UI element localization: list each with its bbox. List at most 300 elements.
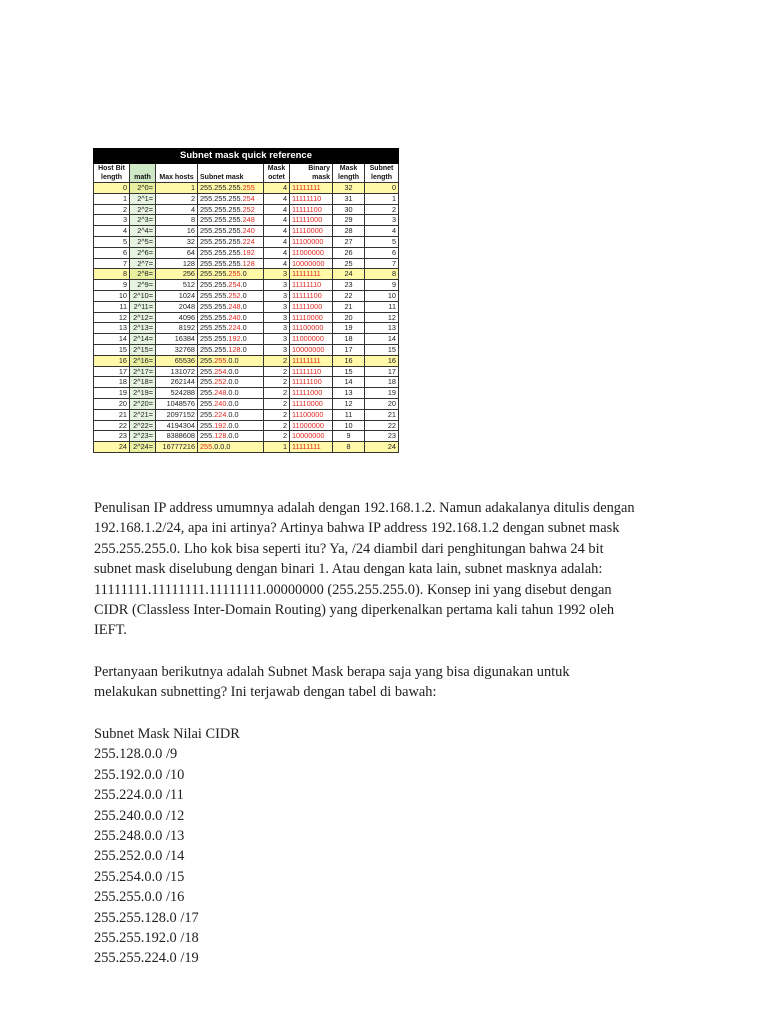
cell-subnet-length: 14	[365, 334, 399, 345]
header-host-bit: Host Bit length	[94, 164, 130, 183]
cell-mask-length: 13	[333, 388, 365, 399]
table-row	[94, 204, 399, 215]
cell-mask-length: 32	[333, 183, 365, 194]
header-mask-length: Mask length	[333, 164, 365, 183]
cell-subnet-mask	[198, 269, 264, 280]
header-subnet-mask: Subnet mask	[198, 164, 264, 183]
cell-subnet-length: 13	[365, 323, 399, 334]
paragraph-line: Penulisan IP address umumnya adalah dengan 192.168.1.2. Namun adakalanya ditulis dengan	[94, 500, 635, 516]
cell-max-hosts: 8192	[156, 323, 198, 334]
cell-binary-mask: 11000000	[290, 247, 333, 258]
cell-max-hosts: 32768	[156, 344, 198, 355]
cell-binary-mask: 11111100	[290, 377, 333, 388]
cell-host-bit: 8	[94, 269, 130, 280]
cell-math: 2^12=	[130, 312, 156, 323]
subnet-mask-part: .0.0	[226, 409, 239, 419]
subnet-mask-part: 240	[228, 312, 241, 322]
table-row	[94, 398, 399, 409]
cell-mask-length: 8	[333, 442, 365, 453]
cell-subnet-length: 11	[365, 301, 399, 312]
cell-subnet-length: 17	[365, 366, 399, 377]
table-row	[94, 226, 399, 237]
cell-mask-octet: 2	[264, 431, 290, 442]
subnet-mask-part: 252	[214, 377, 227, 387]
table-row	[94, 247, 399, 258]
cell-binary-mask: 11000000	[290, 334, 333, 345]
cell-subnet-length: 9	[365, 280, 399, 291]
cell-mask-octet: 3	[264, 301, 290, 312]
subnet-mask-part: .0	[240, 334, 247, 344]
cell-mask-length: 30	[333, 204, 365, 215]
cidr-list-item: 255.192.0.0 /10	[94, 766, 185, 783]
cell-mask-length: 31	[333, 193, 365, 204]
cell-mask-octet: 3	[264, 323, 290, 334]
cell-max-hosts: 4	[156, 204, 198, 215]
cell-mask-octet: 3	[264, 290, 290, 301]
subnet-mask-part: 255.255.	[200, 323, 229, 333]
cell-subnet-length: 0	[365, 183, 399, 194]
cell-mask-length: 23	[333, 280, 365, 291]
cell-subnet-length: 8	[365, 269, 399, 280]
cidr-list-item: 255.252.0.0 /14	[94, 848, 185, 865]
cell-math: 2^9=	[130, 280, 156, 291]
cell-subnet-length: 5	[365, 236, 399, 247]
subnet-mask-part: .0	[240, 290, 247, 300]
cell-mask-length: 17	[333, 344, 365, 355]
cell-binary-mask: 11110000	[290, 312, 333, 323]
cell-subnet-length: 12	[365, 312, 399, 323]
cell-host-bit: 6	[94, 247, 130, 258]
cell-subnet-mask	[198, 420, 264, 431]
cell-max-hosts: 4096	[156, 312, 198, 323]
subnet-mask-part: 248	[242, 215, 255, 225]
subnet-mask-part: 255.255.255.	[200, 236, 243, 246]
table-row	[94, 366, 399, 377]
cell-mask-length: 14	[333, 377, 365, 388]
cell-host-bit: 18	[94, 377, 130, 388]
cell-binary-mask: 11110000	[290, 226, 333, 237]
cell-subnet-mask	[198, 204, 264, 215]
cell-max-hosts: 512	[156, 280, 198, 291]
table-row	[94, 215, 399, 226]
table-row	[94, 290, 399, 301]
cell-mask-octet: 3	[264, 344, 290, 355]
cell-host-bit: 0	[94, 183, 130, 194]
cell-subnet-length: 6	[365, 247, 399, 258]
cell-math: 2^11=	[130, 301, 156, 312]
cell-mask-octet: 2	[264, 388, 290, 399]
subnet-mask-part: .0.0	[226, 366, 239, 376]
cell-subnet-length: 23	[365, 431, 399, 442]
table-row	[94, 183, 399, 194]
table-row	[94, 258, 399, 269]
subnet-mask-part: 255.	[200, 431, 215, 441]
cell-subnet-mask	[198, 334, 264, 345]
table-row	[94, 236, 399, 247]
table-row	[94, 409, 399, 420]
cell-host-bit: 13	[94, 323, 130, 334]
cell-mask-octet: 2	[264, 420, 290, 431]
table-row	[94, 334, 399, 345]
subnet-mask-part: .0.0	[226, 355, 239, 365]
paragraph-line: 11111111.11111111.11111111.00000000 (255.255.255.0). Konsep ini yang disebut dengan	[94, 581, 612, 598]
cell-max-hosts: 65536	[156, 355, 198, 366]
cell-math: 2^5=	[130, 236, 156, 247]
cell-max-hosts: 64	[156, 247, 198, 258]
cell-math: 2^10=	[130, 290, 156, 301]
subnet-mask-part: 255.	[200, 409, 215, 419]
cell-max-hosts: 2097152	[156, 409, 198, 420]
cell-subnet-length: 15	[365, 344, 399, 355]
table-row	[94, 355, 399, 366]
cell-subnet-mask	[198, 280, 264, 291]
cell-subnet-mask	[198, 226, 264, 237]
cell-binary-mask: 11111111	[290, 355, 333, 366]
cell-subnet-mask	[198, 236, 264, 247]
cell-subnet-mask	[198, 442, 264, 453]
subnet-mask-part: 255	[200, 442, 213, 452]
subnet-mask-part: .0.0	[226, 431, 239, 441]
paragraph-question	[94, 662, 694, 703]
header-math: math	[130, 164, 156, 183]
table-row	[94, 442, 399, 453]
cell-max-hosts: 262144	[156, 377, 198, 388]
header-subnet-length: Subnet length	[365, 164, 399, 183]
subnet-mask-part: .0.0	[226, 377, 239, 387]
subnet-mask-part: .0.0	[226, 420, 239, 430]
cell-binary-mask: 11111110	[290, 280, 333, 291]
cell-mask-length: 27	[333, 236, 365, 247]
subnet-mask-part: 255.255.255.	[200, 215, 243, 225]
cell-binary-mask: 11111100	[290, 204, 333, 215]
cell-host-bit: 7	[94, 258, 130, 269]
subnet-mask-part: 254	[214, 366, 227, 376]
cidr-list-item: 255.248.0.0 /13	[94, 828, 185, 845]
subnet-mask-part: 128	[228, 344, 241, 354]
cell-mask-length: 18	[333, 334, 365, 345]
subnet-mask-part: 255	[242, 183, 255, 192]
cidr-list-item: 255.128.0.0 /9	[94, 746, 178, 763]
cidr-list-item: 255.255.224.0 /19	[94, 950, 199, 967]
cell-mask-length: 9	[333, 431, 365, 442]
cell-subnet-mask	[198, 215, 264, 226]
cidr-list-item: 255.240.0.0 /12	[94, 807, 185, 824]
subnet-mask-part: 255.255.255.	[200, 258, 243, 268]
table-row	[94, 301, 399, 312]
cidr-list-item: 255.255.128.0 /17	[94, 909, 199, 926]
table-body	[94, 183, 399, 453]
cell-host-bit: 19	[94, 388, 130, 399]
subnet-mask-part: .0	[240, 269, 247, 279]
cell-max-hosts: 16777216	[156, 442, 198, 453]
cell-math: 2^21=	[130, 409, 156, 420]
cidr-list	[94, 724, 694, 969]
subnet-mask-part: .0	[240, 280, 247, 290]
cell-mask-octet: 2	[264, 409, 290, 420]
cell-max-hosts: 131072	[156, 366, 198, 377]
subnet-mask-part: 255	[214, 355, 227, 365]
cell-host-bit: 16	[94, 355, 130, 366]
subnet-mask-part: 255.255.	[200, 344, 229, 354]
cell-subnet-mask	[198, 258, 264, 269]
cell-math: 2^22=	[130, 420, 156, 431]
cell-max-hosts: 16	[156, 226, 198, 237]
cell-mask-length: 25	[333, 258, 365, 269]
subnet-mask-part: 192	[228, 334, 241, 344]
cell-host-bit: 2	[94, 204, 130, 215]
cell-max-hosts: 524288	[156, 388, 198, 399]
subnet-mask-part: 254	[242, 193, 255, 203]
subnet-mask-part: .0	[240, 323, 247, 333]
cell-max-hosts: 256	[156, 269, 198, 280]
cell-host-bit: 3	[94, 215, 130, 226]
cell-host-bit: 15	[94, 344, 130, 355]
cell-binary-mask: 11100000	[290, 323, 333, 334]
cell-mask-length: 22	[333, 290, 365, 301]
subnet-mask-part: 255.255.	[200, 290, 229, 300]
subnet-mask-part: 255.255.255.	[200, 183, 243, 192]
cell-max-hosts: 32	[156, 236, 198, 247]
subnet-mask-part: 255.255.	[200, 301, 229, 311]
cell-math: 2^19=	[130, 388, 156, 399]
cidr-list-header: Subnet Mask Nilai CIDR	[94, 726, 240, 742]
cell-host-bit: 22	[94, 420, 130, 431]
subnet-mask-part: 192	[242, 247, 255, 257]
subnet-mask-part: 224	[228, 323, 241, 333]
cell-binary-mask: 10000000	[290, 431, 333, 442]
cell-max-hosts: 2	[156, 193, 198, 204]
cell-mask-octet: 4	[264, 204, 290, 215]
cell-max-hosts: 8388608	[156, 431, 198, 442]
subnet-mask-part: 224	[214, 409, 227, 419]
cell-math: 2^3=	[130, 215, 156, 226]
cell-math: 2^15=	[130, 344, 156, 355]
cell-math: 2^23=	[130, 431, 156, 442]
cell-max-hosts: 1	[156, 183, 198, 194]
cell-mask-length: 16	[333, 355, 365, 366]
cell-mask-length: 24	[333, 269, 365, 280]
subnet-mask-part: 224	[242, 236, 255, 246]
cell-max-hosts: 128	[156, 258, 198, 269]
cell-mask-length: 28	[333, 226, 365, 237]
paragraph-line: subnet mask diselubung dengan binari 1. Atau dengan kata lain, subnet masknya adalah:	[94, 561, 603, 578]
paragraph-line: CIDR (Classless Inter-Domain Routing) yang diperkenalkan pertama kali tahun 1992 oleh	[94, 602, 615, 619]
subnet-mask-part: 255.255.255.	[200, 226, 243, 236]
cell-binary-mask: 11111111	[290, 442, 333, 453]
cell-max-hosts: 2048	[156, 301, 198, 312]
cell-subnet-mask	[198, 312, 264, 323]
subnet-mask-part: .0	[240, 301, 247, 311]
cell-binary-mask: 11100000	[290, 409, 333, 420]
cell-binary-mask: 11111000	[290, 388, 333, 399]
cell-math: 2^16=	[130, 355, 156, 366]
cell-binary-mask: 11000000	[290, 420, 333, 431]
cell-subnet-length: 22	[365, 420, 399, 431]
table-title: Subnet mask quick reference	[94, 149, 399, 164]
cell-math: 2^0=	[130, 183, 156, 194]
cell-host-bit: 17	[94, 366, 130, 377]
cell-mask-octet: 1	[264, 442, 290, 453]
table-row	[94, 280, 399, 291]
cell-mask-octet: 2	[264, 398, 290, 409]
cell-mask-octet: 4	[264, 226, 290, 237]
subnet-mask-part: 255.	[200, 377, 215, 387]
cell-mask-octet: 2	[264, 366, 290, 377]
cell-subnet-mask	[198, 366, 264, 377]
cell-math: 2^7=	[130, 258, 156, 269]
cell-mask-length: 19	[333, 323, 365, 334]
cell-binary-mask: 10000000	[290, 258, 333, 269]
cell-mask-octet: 3	[264, 269, 290, 280]
cell-mask-length: 10	[333, 420, 365, 431]
cell-binary-mask: 10000000	[290, 344, 333, 355]
subnet-mask-part: 252	[242, 204, 255, 214]
subnet-mask-part: .0.0.0	[212, 442, 231, 452]
cell-host-bit: 24	[94, 442, 130, 453]
cell-mask-length: 29	[333, 215, 365, 226]
subnet-mask-part: 255	[228, 269, 241, 279]
table-header-row	[94, 164, 399, 183]
cell-mask-octet: 4	[264, 236, 290, 247]
cell-math: 2^18=	[130, 377, 156, 388]
table-row	[94, 388, 399, 399]
cell-host-bit: 9	[94, 280, 130, 291]
subnet-mask-part: 255.	[200, 388, 215, 398]
subnet-mask-part: 248	[214, 388, 227, 398]
cell-subnet-mask	[198, 377, 264, 388]
table-row	[94, 344, 399, 355]
cell-max-hosts: 1024	[156, 290, 198, 301]
cell-binary-mask: 11111100	[290, 290, 333, 301]
cell-mask-length: 15	[333, 366, 365, 377]
cell-binary-mask: 11110000	[290, 398, 333, 409]
cell-host-bit: 12	[94, 312, 130, 323]
table-row	[94, 193, 399, 204]
cell-subnet-mask	[198, 355, 264, 366]
subnet-mask-part: 255.255.255.	[200, 204, 243, 214]
cell-mask-octet: 4	[264, 193, 290, 204]
cell-math: 2^2=	[130, 204, 156, 215]
cell-host-bit: 14	[94, 334, 130, 345]
cell-mask-octet: 3	[264, 334, 290, 345]
subnet-mask-part: 248	[228, 301, 241, 311]
cell-host-bit: 10	[94, 290, 130, 301]
cell-host-bit: 21	[94, 409, 130, 420]
cidr-list-item: 255.255.0.0 /16	[94, 889, 185, 906]
cell-binary-mask: 11100000	[290, 236, 333, 247]
cell-subnet-length: 16	[365, 355, 399, 366]
paragraph-line: IEFT.	[94, 622, 127, 639]
header-max-hosts: Max hosts	[156, 164, 198, 183]
subnet-mask-part: 255.255.255.	[200, 247, 243, 257]
subnet-mask-part: 254	[228, 280, 241, 290]
cell-subnet-length: 20	[365, 398, 399, 409]
cell-mask-octet: 2	[264, 355, 290, 366]
cell-max-hosts: 8	[156, 215, 198, 226]
cell-host-bit: 4	[94, 226, 130, 237]
subnet-mask-part: 240	[242, 226, 255, 236]
cell-subnet-mask	[198, 409, 264, 420]
paragraph-cidr-explanation	[94, 498, 694, 641]
cell-max-hosts: 16384	[156, 334, 198, 345]
cell-subnet-length: 10	[365, 290, 399, 301]
cell-mask-length: 11	[333, 409, 365, 420]
cell-math: 2^17=	[130, 366, 156, 377]
cell-mask-length: 12	[333, 398, 365, 409]
subnet-mask-part: .0.0	[226, 388, 239, 398]
cell-binary-mask: 11111111	[290, 183, 333, 194]
cell-subnet-length: 4	[365, 226, 399, 237]
cell-max-hosts: 1048576	[156, 398, 198, 409]
subnet-mask-part: 255.	[200, 366, 215, 376]
cell-mask-octet: 4	[264, 247, 290, 258]
subnet-reference-table-image	[93, 148, 398, 453]
subnet-mask-part: 255.255.	[200, 269, 229, 279]
subnet-mask-part: 255.	[200, 398, 215, 408]
paragraph-line: melakukan subnetting? Ini terjawab dengan tabel di bawah:	[94, 684, 437, 701]
cell-subnet-length: 21	[365, 409, 399, 420]
cell-subnet-length: 18	[365, 377, 399, 388]
cell-mask-length: 26	[333, 247, 365, 258]
cell-host-bit: 20	[94, 398, 130, 409]
cell-subnet-mask	[198, 398, 264, 409]
cell-math: 2^4=	[130, 226, 156, 237]
cell-subnet-length: 7	[365, 258, 399, 269]
cell-math: 2^6=	[130, 247, 156, 258]
paragraph-line: 192.168.1.2/24, apa ini artinya? Artinya bahwa IP address 192.168.1.2 dengan subnet mask	[94, 520, 620, 537]
cell-subnet-mask	[198, 193, 264, 204]
cell-subnet-length: 3	[365, 215, 399, 226]
cell-subnet-length: 2	[365, 204, 399, 215]
table-row	[94, 269, 399, 280]
cell-subnet-mask	[198, 301, 264, 312]
cell-subnet-length: 1	[365, 193, 399, 204]
cell-math: 2^14=	[130, 334, 156, 345]
subnet-mask-part: 192	[214, 420, 227, 430]
subnet-mask-part: .0	[240, 312, 247, 322]
table-row	[94, 420, 399, 431]
cell-binary-mask: 11111000	[290, 301, 333, 312]
cell-host-bit: 5	[94, 236, 130, 247]
cell-mask-length: 21	[333, 301, 365, 312]
subnet-mask-part: .0	[240, 344, 247, 354]
header-mask-octet: Mask octet	[264, 164, 290, 183]
table-row	[94, 377, 399, 388]
cidr-list-item: 255.224.0.0 /11	[94, 787, 184, 804]
cell-subnet-mask	[198, 344, 264, 355]
subnet-mask-part: .0.0	[226, 398, 239, 408]
paragraph-line: Pertanyaan berikutnya adalah Subnet Mask berapa saja yang bisa digunakan untuk	[94, 664, 570, 680]
subnet-mask-part: 255.	[200, 355, 215, 365]
paragraph-line: 255.255.255.0. Lho kok bisa seperti itu? Ya, /24 diambil dari penghitungan bahwa 24 bit	[94, 540, 604, 557]
subnet-mask-part: 255.255.	[200, 334, 229, 344]
cell-subnet-mask	[198, 290, 264, 301]
cell-subnet-mask	[198, 323, 264, 334]
cell-host-bit: 23	[94, 431, 130, 442]
header-binary-mask: Binary mask	[290, 164, 333, 183]
subnet-reference-table	[93, 148, 399, 453]
cell-subnet-mask	[198, 183, 264, 194]
cell-math: 2^1=	[130, 193, 156, 204]
table-row	[94, 323, 399, 334]
cell-subnet-mask	[198, 431, 264, 442]
subnet-mask-part: 252	[228, 290, 241, 300]
cell-mask-octet: 4	[264, 215, 290, 226]
cell-math: 2^13=	[130, 323, 156, 334]
table-row	[94, 431, 399, 442]
subnet-mask-part: 255.	[200, 420, 215, 430]
subnet-mask-part: 128	[242, 258, 255, 268]
